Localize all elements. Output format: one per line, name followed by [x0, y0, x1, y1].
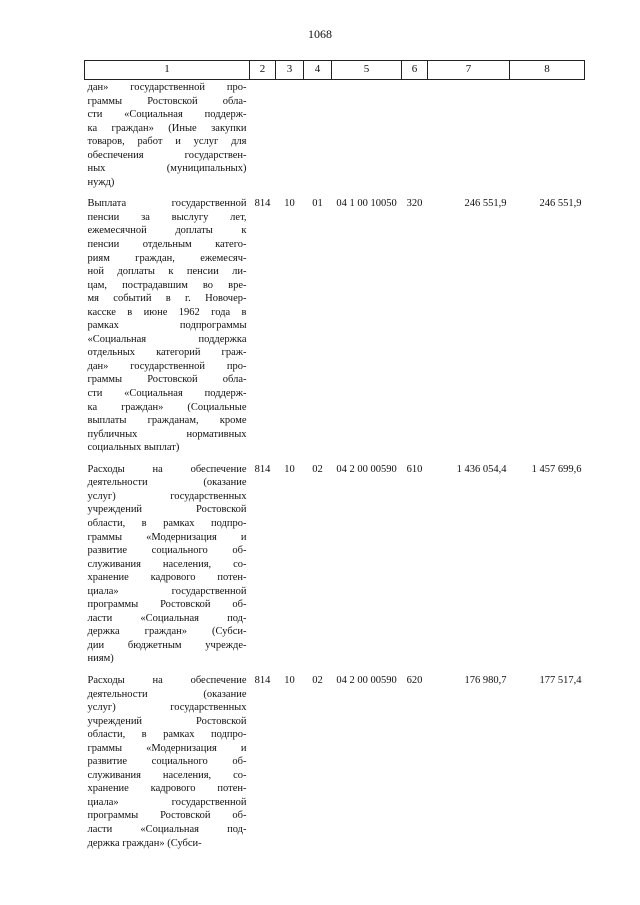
description-line: ка граждан» (Социальные — [87, 401, 247, 413]
expense-type: 620 — [406, 674, 423, 686]
description-line: пенсии отдельным катего- — [87, 239, 247, 251]
description-line: товаров, работ и услуг для — [87, 136, 247, 148]
description-line: пенсии за выслугу лет, — [87, 211, 247, 223]
description-line: учреждений Ростовской — [87, 715, 247, 727]
target-article: 04 2 00 00590 — [336, 674, 397, 686]
description-line: касске в июне 1962 года в — [87, 306, 247, 318]
description-line: деятельности (оказание — [87, 477, 247, 489]
expense-type: 320 — [406, 198, 423, 210]
header-col-4: 4 — [304, 61, 332, 80]
budget-table — [84, 60, 585, 858]
description-line: обеспечения государствен- — [87, 149, 247, 161]
description-line: граммы Ростовской обла- — [87, 374, 247, 386]
description-line: держка граждан» (Субси- — [87, 626, 247, 638]
section-code — [276, 80, 304, 198]
description-line: ласти «Социальная под- — [87, 612, 247, 624]
description-line: ка граждан» (Иные закупки — [87, 122, 247, 134]
page-number: 1068 — [308, 27, 332, 41]
description-line: граммы «Модернизация и — [87, 742, 247, 754]
table-row — [85, 463, 585, 674]
description-line: дии бюджетным учрежде- — [87, 639, 247, 651]
header-col-2: 2 — [250, 61, 276, 80]
amount-year-2 — [510, 80, 585, 198]
section-code: 10 — [284, 463, 295, 475]
table-row — [85, 80, 585, 198]
description-line: выплаты гражданам, кроме — [87, 415, 247, 427]
description-line: ежемесячной доплаты к — [87, 225, 247, 237]
header-row — [85, 61, 585, 80]
description-line: цам, пострадавшим во вре- — [87, 279, 247, 291]
amount-year-2: 1 457 699,6 — [531, 463, 582, 475]
description-line: отдельных категорий граж- — [87, 347, 247, 359]
description-line: граммы Ростовской обла- — [87, 95, 247, 107]
target-article: 04 1 00 10050 — [336, 198, 397, 210]
description-line: услуг) государственных — [87, 490, 247, 502]
subsection-code: 02 — [312, 463, 323, 475]
row-description — [85, 674, 250, 858]
amount-year-1: 246 551,9 — [464, 198, 507, 210]
target-article: 04 2 00 00590 — [336, 463, 397, 475]
description-line: служивания населения, со- — [87, 558, 247, 570]
description-line: сти «Социальная поддерж- — [87, 388, 247, 400]
header-col-1: 1 — [85, 61, 250, 80]
row-description — [85, 463, 250, 674]
header-col-6: 6 — [402, 61, 428, 80]
description-line: служивания населения, со- — [87, 769, 247, 781]
description-line: Выплата государственной — [87, 198, 247, 210]
description-line: сти «Социальная поддерж- — [87, 109, 247, 121]
description-line: граммы «Модернизация и — [87, 531, 247, 543]
description-line: развитие социального об- — [87, 756, 247, 768]
description-line: циала» государственной — [87, 585, 247, 597]
section-code: 10 — [284, 198, 295, 210]
description-line: «Социальная поддержка — [87, 333, 247, 345]
ministry-code: 814 — [254, 674, 271, 686]
description-line: ласти «Социальная под- — [87, 823, 247, 835]
ministry-code: 814 — [254, 198, 271, 210]
row-description — [85, 80, 250, 198]
amount-year-1 — [428, 80, 510, 198]
description-line: дан» государственной про- — [87, 82, 247, 93]
amount-year-2: 246 551,9 — [539, 198, 582, 210]
table-body — [85, 80, 585, 859]
description-line: деятельности (оказание — [87, 688, 247, 700]
amount-year-1: 176 980,7 — [464, 674, 507, 686]
description-line: хранение кадрового потен- — [87, 783, 247, 795]
subsection-code — [304, 80, 332, 198]
description-line: социальных выплат) — [87, 442, 180, 454]
description-line: публичных нормативных — [87, 428, 247, 440]
header-col-7: 7 — [428, 61, 510, 80]
description-line: программы Ростовской об- — [87, 599, 247, 611]
description-line: нужд) — [87, 176, 115, 188]
header-col-8: 8 — [510, 61, 585, 80]
table-row — [85, 197, 585, 462]
ministry-code — [250, 80, 276, 198]
description-line: области, в рамках подпро- — [87, 517, 247, 529]
header-col-5: 5 — [332, 61, 402, 80]
description-line: ниям) — [87, 653, 114, 665]
expense-type: 610 — [406, 463, 423, 475]
ministry-code: 814 — [254, 463, 271, 475]
description-line: программы Ростовской об- — [87, 810, 247, 822]
description-line: хранение кадрового потен- — [87, 572, 247, 584]
description-line: развитие социального об- — [87, 545, 247, 557]
description-line: рамках подпрограммы — [87, 320, 247, 332]
expense-type — [402, 80, 428, 198]
description-line: ных (муниципальных) — [87, 163, 247, 175]
amount-year-1: 1 436 054,4 — [456, 463, 507, 475]
amount-year-2: 177 517,4 — [539, 674, 582, 686]
description-line: циала» государственной — [87, 796, 247, 808]
description-line: Расходы на обеспечение — [87, 674, 247, 686]
description-line: Расходы на обеспечение — [87, 463, 247, 475]
target-article — [332, 80, 402, 198]
subsection-code: 02 — [312, 674, 323, 686]
header-col-3: 3 — [276, 61, 304, 80]
table-row — [85, 674, 585, 858]
description-line: риям граждан, ежемесяч- — [87, 252, 247, 264]
description-line: дан» государственной про- — [87, 360, 247, 372]
description-line: ной доплаты к пенсии ли- — [87, 266, 247, 278]
description-line: услуг) государственных — [87, 702, 247, 714]
description-line: учреждений Ростовской — [87, 504, 247, 516]
description-line: мя событий в г. Новочер- — [87, 293, 247, 305]
subsection-code: 01 — [312, 198, 323, 210]
row-description — [85, 197, 250, 462]
section-code: 10 — [284, 674, 295, 686]
description-line: держка граждан» (Субси- — [87, 837, 202, 849]
description-line: области, в рамках подпро- — [87, 729, 247, 741]
